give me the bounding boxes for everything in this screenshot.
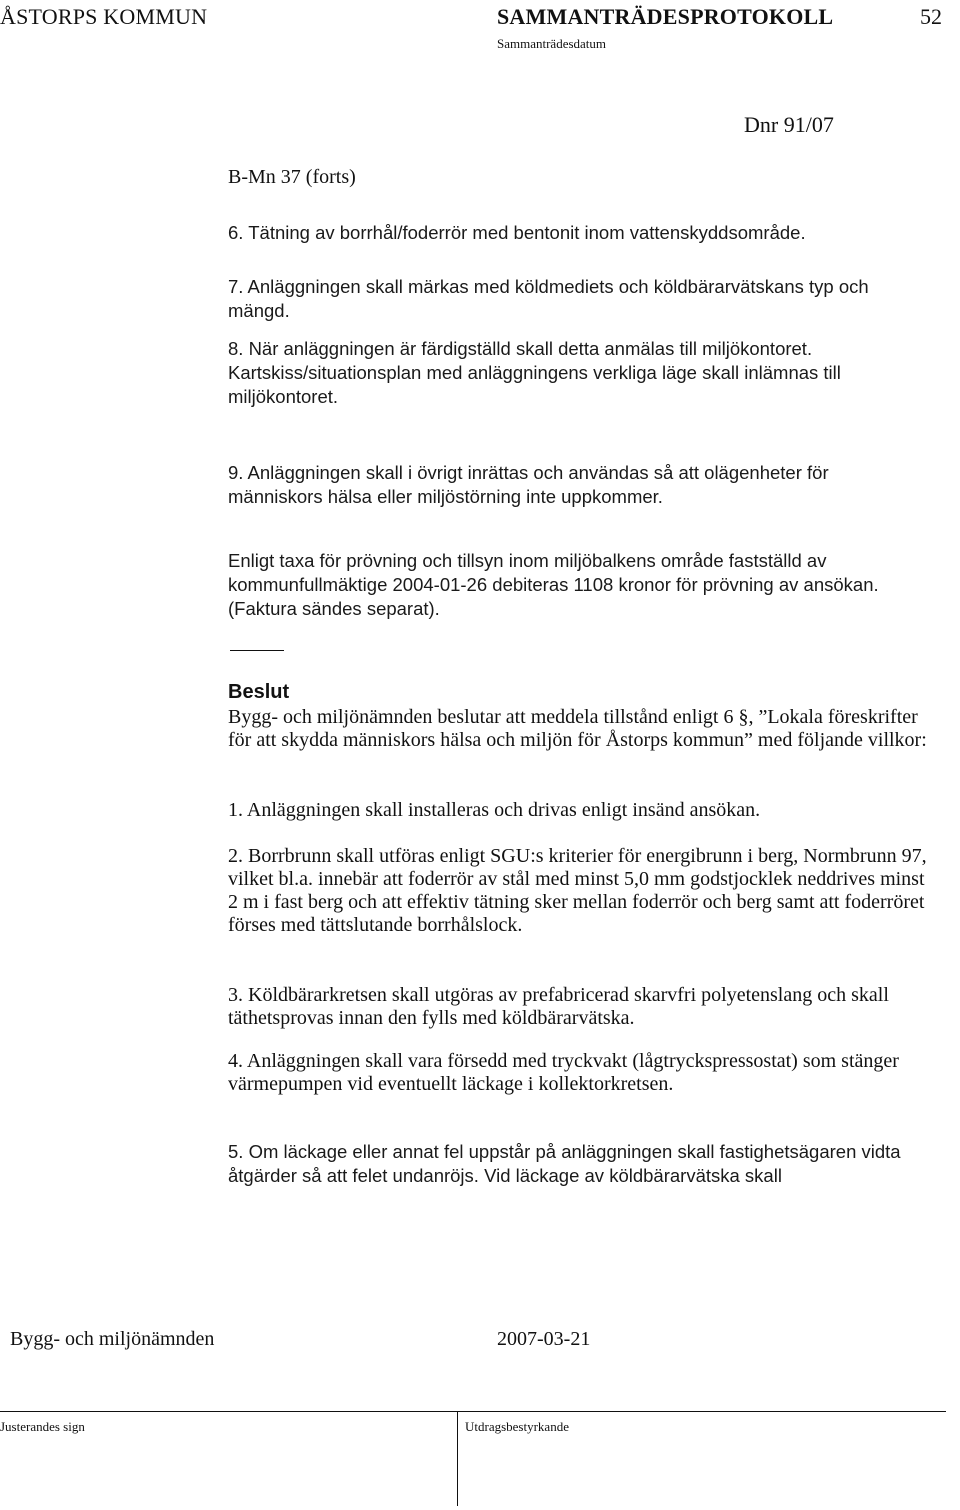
footer-rule (0, 1411, 946, 1412)
section-divider (230, 650, 284, 651)
decision-item-3: 3. Köldbärarkretsen skall utgöras av prefabricerad skarvfri polyetenslang och skall täthetsprovas innan den fylls med köldbärarvätska. (228, 984, 889, 1029)
document-type: SAMMANTRÄDESPROTOKOLL (497, 4, 834, 29)
footer-date: 2007-03-21 (497, 1328, 591, 1350)
footer-committee: Bygg- och miljönämnden (10, 1328, 215, 1350)
section-continued: B-Mn 37 (forts) (228, 166, 356, 188)
signature-label: Justerandes sign (0, 1419, 85, 1434)
decision-item-1: 1. Anläggningen skall installeras och drivas enligt insänd ansökan. (228, 799, 761, 821)
condition-7: 7. Anläggningen skall märkas med köldmediets och köldbärarvätskans typ och mängd. (228, 276, 869, 321)
condition-9: 9. Anläggningen skall i övrigt inrättas och användas så att olägenheter för människors hälsa eller miljöstörning inte uppkommer. (228, 462, 829, 507)
decision-item-4: 4. Anläggningen skall vara försedd med tryckvakt (lågtryckspressostat) som stänger värmepumpen vid eventuellt läckage i kollektorkretsen. (228, 1050, 899, 1095)
fee-paragraph: Enligt taxa för prövning och tillsyn inom miljöbalkens område fastställd av kommunfullmäktige 2004-01-26 debiteras 1108 kronor för prövning av ansökan. (Faktura sändes separat). (228, 550, 879, 619)
municipality-name: ÅSTORPS KOMMUN (0, 4, 208, 29)
decision-item-2: 2. Borrbrunn skall utföras enligt SGU:s kriterier för energibrunn i berg, Normbrunn 97, vilket bl.a. innebär att foderrör av stål med minst 5,0 mm godstjocklek neddrives minst 2 m i fast berg och att effektiv tätning sker mellan foderrör och berg samt att foderröret förses med tättslutande borrhålslock. (228, 845, 927, 936)
footer-column-divider (457, 1411, 458, 1506)
page-number: 52 (920, 4, 942, 29)
condition-6: 6. Tätning av borrhål/foderrör med bentonit inom vattenskyddsområde. (228, 222, 806, 243)
meeting-date-label: Sammanträdesdatum (497, 36, 607, 51)
condition-8: 8. När anläggningen är färdigställd skall detta anmälas till miljökontoret. Kartskiss/situationsplan med anläggningens verkliga läge skall inlämnas till miljökontoret. (228, 338, 841, 407)
extract-certification-label: Utdragsbestyrkande (465, 1419, 569, 1434)
decision-item-5: 5. Om läckage eller annat fel uppstår på anläggningen skall fastighetsägaren vidta åtgärder så att felet undanröjs. Vid läckage av köldbärarvätska skall (228, 1141, 901, 1186)
decision-intro: Bygg- och miljönämnden beslutar att meddela tillstånd enligt 6 §, ”Lokala föreskrifter för att skydda människors hälsa och miljön för Åstorps kommun” med följande villkor: (228, 706, 927, 751)
reference-number: Dnr 91/07 (744, 112, 834, 137)
decision-heading: Beslut (228, 681, 290, 703)
